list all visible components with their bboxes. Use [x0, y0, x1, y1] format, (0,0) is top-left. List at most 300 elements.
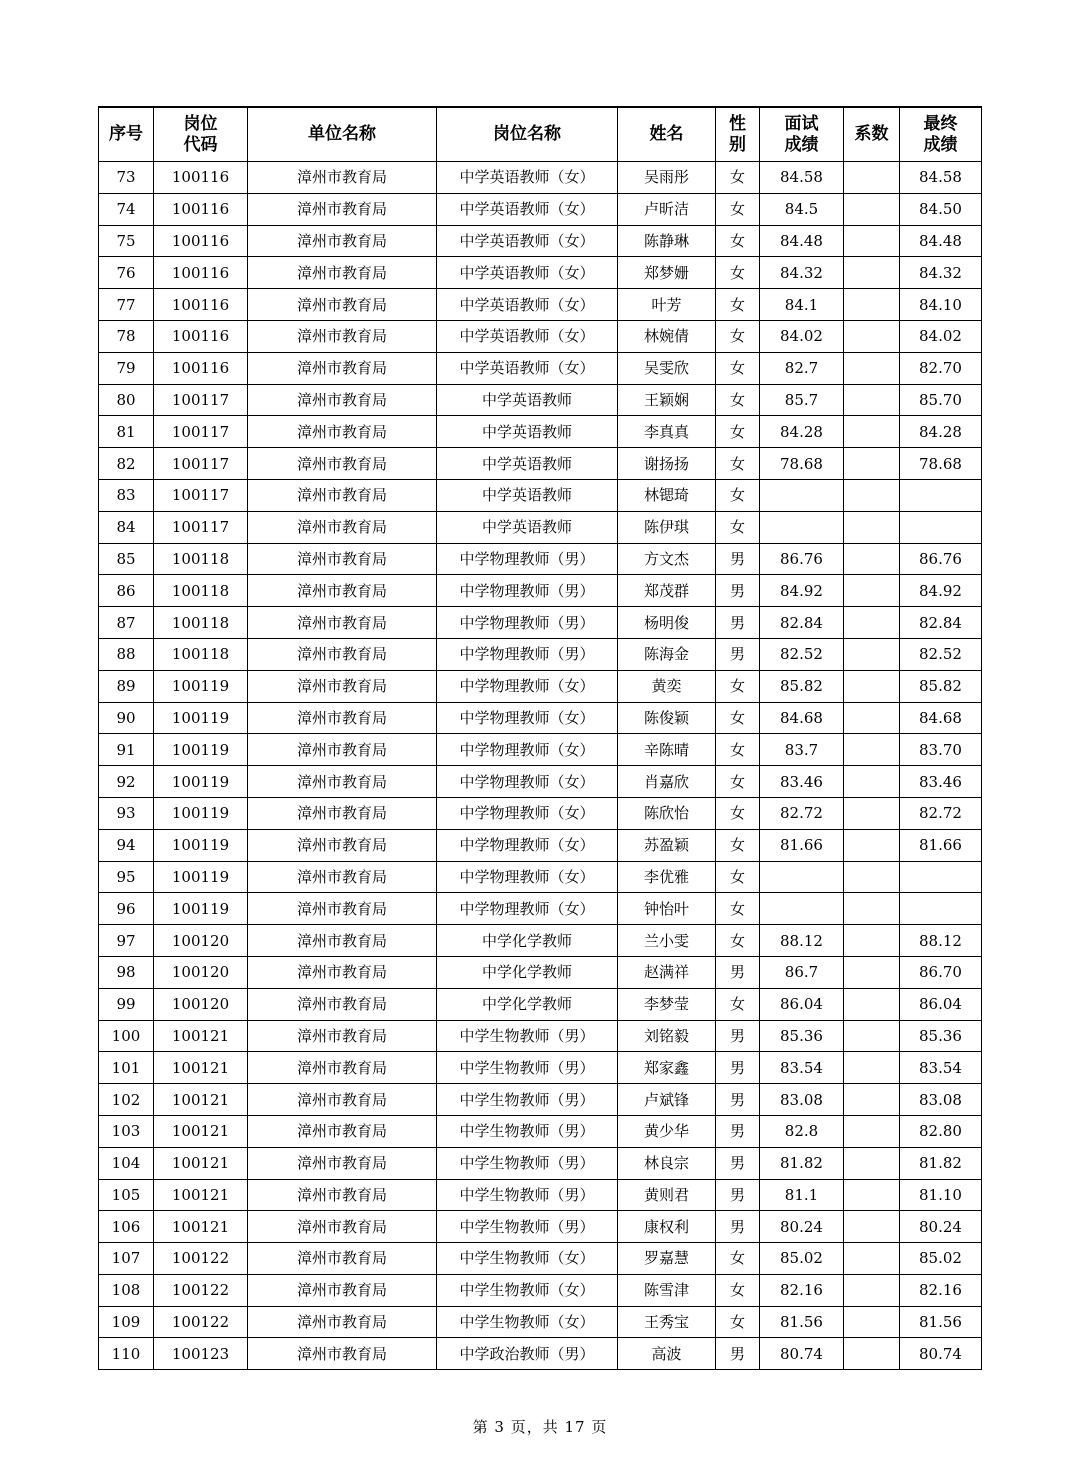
final-score-cell: 80.24 — [900, 1211, 982, 1243]
final-score-cell — [900, 511, 982, 543]
coefficient-cell — [844, 511, 900, 543]
gender-cell: 男 — [716, 1052, 760, 1084]
unit-name-cell: 漳州市教育局 — [248, 702, 437, 734]
final-score-cell: 81.66 — [900, 829, 982, 861]
unit-name-cell: 漳州市教育局 — [248, 734, 437, 766]
final-score-cell: 86.76 — [900, 543, 982, 575]
interview-score-cell: 88.12 — [760, 925, 844, 957]
post-code-cell: 100116 — [154, 257, 248, 289]
final-score-cell: 81.56 — [900, 1306, 982, 1338]
post-name-cell: 中学物理教师（女） — [437, 829, 618, 861]
interview-score-cell: 84.48 — [760, 225, 844, 257]
coefficient-cell — [844, 352, 900, 384]
seq-cell: 96 — [99, 893, 154, 925]
table-row — [99, 543, 982, 575]
interview-score-cell: 81.56 — [760, 1306, 844, 1338]
coefficient-cell — [844, 988, 900, 1020]
unit-name-cell: 漳州市教育局 — [248, 511, 437, 543]
post-code-cell: 100121 — [154, 1179, 248, 1211]
unit-name-cell: 漳州市教育局 — [248, 893, 437, 925]
final-score-cell: 83.70 — [900, 734, 982, 766]
coefficient-cell — [844, 670, 900, 702]
final-score-cell: 84.48 — [900, 225, 982, 257]
seq-cell: 102 — [99, 1084, 154, 1116]
seq-cell: 76 — [99, 257, 154, 289]
interview-score-cell: 85.36 — [760, 1020, 844, 1052]
post-name-cell: 中学英语教师（女） — [437, 320, 618, 352]
final-score-cell: 85.70 — [900, 384, 982, 416]
name-cell: 林锶琦 — [618, 479, 716, 511]
post-code-cell: 100121 — [154, 1147, 248, 1179]
coefficient-cell — [844, 1179, 900, 1211]
final-score-cell: 83.46 — [900, 766, 982, 798]
name-cell: 陈海金 — [618, 638, 716, 670]
post-code-cell: 100119 — [154, 797, 248, 829]
post-name-cell: 中学物理教师（女） — [437, 861, 618, 893]
table-body — [99, 162, 982, 1370]
post-code-cell: 100116 — [154, 162, 248, 194]
coefficient-cell — [844, 257, 900, 289]
post-name-cell: 中学物理教师（男） — [437, 638, 618, 670]
table-row — [99, 511, 982, 543]
seq-cell: 94 — [99, 829, 154, 861]
unit-name-cell: 漳州市教育局 — [248, 797, 437, 829]
final-score-cell: 84.68 — [900, 702, 982, 734]
header-name: 姓名 — [618, 107, 716, 162]
post-name-cell: 中学英语教师 — [437, 416, 618, 448]
seq-cell: 107 — [99, 1243, 154, 1275]
gender-cell: 女 — [716, 257, 760, 289]
final-score-cell: 82.70 — [900, 352, 982, 384]
table-row — [99, 1147, 982, 1179]
post-name-cell: 中学政治教师（男） — [437, 1338, 618, 1370]
name-cell: 叶芳 — [618, 289, 716, 321]
post-code-cell: 100117 — [154, 511, 248, 543]
table-row — [99, 670, 982, 702]
post-code-cell: 100120 — [154, 988, 248, 1020]
table-row — [99, 193, 982, 225]
coefficient-cell — [844, 193, 900, 225]
coefficient-cell — [844, 1274, 900, 1306]
coefficient-cell — [844, 861, 900, 893]
unit-name-cell: 漳州市教育局 — [248, 1338, 437, 1370]
seq-cell: 91 — [99, 734, 154, 766]
coefficient-cell — [844, 289, 900, 321]
final-score-cell: 81.10 — [900, 1179, 982, 1211]
header-interview-score: 面试 成绩 — [760, 107, 844, 162]
post-code-cell: 100121 — [154, 1052, 248, 1084]
unit-name-cell: 漳州市教育局 — [248, 384, 437, 416]
final-score-cell: 85.82 — [900, 670, 982, 702]
coefficient-cell — [844, 607, 900, 639]
unit-name-cell: 漳州市教育局 — [248, 416, 437, 448]
gender-cell: 男 — [716, 638, 760, 670]
table-row — [99, 988, 982, 1020]
table-row — [99, 162, 982, 194]
unit-name-cell: 漳州市教育局 — [248, 1115, 437, 1147]
post-name-cell: 中学生物教师（男） — [437, 1147, 618, 1179]
gender-cell: 女 — [716, 448, 760, 480]
post-code-cell: 100118 — [154, 543, 248, 575]
post-name-cell: 中学英语教师（女） — [437, 162, 618, 194]
seq-cell: 99 — [99, 988, 154, 1020]
table-row — [99, 479, 982, 511]
interview-score-cell: 83.08 — [760, 1084, 844, 1116]
name-cell: 卢斌锋 — [618, 1084, 716, 1116]
table-row — [99, 320, 982, 352]
post-code-cell: 100116 — [154, 352, 248, 384]
seq-cell: 73 — [99, 162, 154, 194]
coefficient-cell — [844, 1211, 900, 1243]
final-score-cell: 78.68 — [900, 448, 982, 480]
coefficient-cell — [844, 1052, 900, 1084]
interview-score-cell: 82.7 — [760, 352, 844, 384]
interview-score-cell: 82.84 — [760, 607, 844, 639]
post-name-cell: 中学英语教师（女） — [437, 193, 618, 225]
unit-name-cell: 漳州市教育局 — [248, 1147, 437, 1179]
name-cell: 吴雨彤 — [618, 162, 716, 194]
name-cell: 王颖娴 — [618, 384, 716, 416]
interview-score-cell: 82.16 — [760, 1274, 844, 1306]
unit-name-cell: 漳州市教育局 — [248, 861, 437, 893]
unit-name-cell: 漳州市教育局 — [248, 638, 437, 670]
post-name-cell: 中学生物教师（男） — [437, 1115, 618, 1147]
gender-cell: 女 — [716, 734, 760, 766]
interview-score-cell — [760, 479, 844, 511]
seq-cell: 78 — [99, 320, 154, 352]
post-name-cell: 中学英语教师 — [437, 479, 618, 511]
name-cell: 郑家鑫 — [618, 1052, 716, 1084]
seq-cell: 77 — [99, 289, 154, 321]
gender-cell: 女 — [716, 766, 760, 798]
final-score-cell: 83.54 — [900, 1052, 982, 1084]
gender-cell: 女 — [716, 670, 760, 702]
name-cell: 李梦莹 — [618, 988, 716, 1020]
post-name-cell: 中学英语教师 — [437, 384, 618, 416]
final-score-cell: 86.04 — [900, 988, 982, 1020]
seq-cell: 93 — [99, 797, 154, 829]
interview-score-cell: 80.74 — [760, 1338, 844, 1370]
interview-score-cell: 82.8 — [760, 1115, 844, 1147]
unit-name-cell: 漳州市教育局 — [248, 575, 437, 607]
table-row — [99, 638, 982, 670]
post-name-cell: 中学物理教师（女） — [437, 766, 618, 798]
seq-cell: 84 — [99, 511, 154, 543]
unit-name-cell: 漳州市教育局 — [248, 988, 437, 1020]
post-name-cell: 中学英语教师 — [437, 511, 618, 543]
gender-cell: 女 — [716, 384, 760, 416]
name-cell: 李优雅 — [618, 861, 716, 893]
seq-cell: 79 — [99, 352, 154, 384]
coefficient-cell — [844, 925, 900, 957]
unit-name-cell: 漳州市教育局 — [248, 193, 437, 225]
seq-cell: 86 — [99, 575, 154, 607]
seq-cell: 105 — [99, 1179, 154, 1211]
seq-cell: 87 — [99, 607, 154, 639]
table-row — [99, 861, 982, 893]
final-score-cell: 84.10 — [900, 289, 982, 321]
name-cell: 黄少华 — [618, 1115, 716, 1147]
post-name-cell: 中学生物教师（男） — [437, 1020, 618, 1052]
final-score-cell — [900, 861, 982, 893]
table-row — [99, 607, 982, 639]
interview-score-cell: 86.7 — [760, 956, 844, 988]
interview-score-cell: 83.7 — [760, 734, 844, 766]
final-score-cell: 82.16 — [900, 1274, 982, 1306]
gender-cell: 男 — [716, 1338, 760, 1370]
interview-score-cell: 84.5 — [760, 193, 844, 225]
post-name-cell: 中学物理教师（男） — [437, 607, 618, 639]
name-cell: 方文杰 — [618, 543, 716, 575]
table-row — [99, 1338, 982, 1370]
post-code-cell: 100116 — [154, 193, 248, 225]
table-row — [99, 956, 982, 988]
unit-name-cell: 漳州市教育局 — [248, 1243, 437, 1275]
gender-cell: 女 — [716, 893, 760, 925]
coefficient-cell — [844, 1084, 900, 1116]
post-code-cell: 100119 — [154, 702, 248, 734]
gender-cell: 男 — [716, 1115, 760, 1147]
unit-name-cell: 漳州市教育局 — [248, 225, 437, 257]
final-score-cell: 84.02 — [900, 320, 982, 352]
interview-score-cell: 81.1 — [760, 1179, 844, 1211]
post-code-cell: 100121 — [154, 1084, 248, 1116]
table-row — [99, 289, 982, 321]
name-cell: 赵满祥 — [618, 956, 716, 988]
coefficient-cell — [844, 543, 900, 575]
post-code-cell: 100119 — [154, 893, 248, 925]
unit-name-cell: 漳州市教育局 — [248, 670, 437, 702]
table-row — [99, 925, 982, 957]
coefficient-cell — [844, 1338, 900, 1370]
coefficient-cell — [844, 416, 900, 448]
interview-score-cell: 80.24 — [760, 1211, 844, 1243]
table-row — [99, 575, 982, 607]
coefficient-cell — [844, 575, 900, 607]
gender-cell: 女 — [716, 416, 760, 448]
interview-score-cell: 84.02 — [760, 320, 844, 352]
table-row — [99, 1020, 982, 1052]
seq-cell: 80 — [99, 384, 154, 416]
post-name-cell: 中学英语教师（女） — [437, 225, 618, 257]
coefficient-cell — [844, 479, 900, 511]
gender-cell: 女 — [716, 861, 760, 893]
name-cell: 谢扬扬 — [618, 448, 716, 480]
seq-cell: 95 — [99, 861, 154, 893]
coefficient-cell — [844, 1020, 900, 1052]
gender-cell: 男 — [716, 543, 760, 575]
seq-cell: 83 — [99, 479, 154, 511]
post-code-cell: 100122 — [154, 1306, 248, 1338]
unit-name-cell: 漳州市教育局 — [248, 289, 437, 321]
final-score-cell: 82.80 — [900, 1115, 982, 1147]
interview-score-cell: 84.58 — [760, 162, 844, 194]
final-score-cell: 82.52 — [900, 638, 982, 670]
seq-cell: 74 — [99, 193, 154, 225]
post-code-cell: 100116 — [154, 320, 248, 352]
gender-cell: 男 — [716, 1147, 760, 1179]
unit-name-cell: 漳州市教育局 — [248, 1084, 437, 1116]
post-code-cell: 100120 — [154, 956, 248, 988]
table-row — [99, 893, 982, 925]
seq-cell: 106 — [99, 1211, 154, 1243]
seq-cell: 92 — [99, 766, 154, 798]
gender-cell: 女 — [716, 193, 760, 225]
seq-cell: 109 — [99, 1306, 154, 1338]
name-cell: 卢昕洁 — [618, 193, 716, 225]
gender-cell: 女 — [716, 1306, 760, 1338]
post-name-cell: 中学物理教师（男） — [437, 575, 618, 607]
unit-name-cell: 漳州市教育局 — [248, 257, 437, 289]
post-name-cell: 中学物理教师（女） — [437, 702, 618, 734]
unit-name-cell: 漳州市教育局 — [248, 1306, 437, 1338]
post-code-cell: 100116 — [154, 289, 248, 321]
interview-score-cell: 84.92 — [760, 575, 844, 607]
gender-cell: 女 — [716, 829, 760, 861]
post-code-cell: 100121 — [154, 1211, 248, 1243]
name-cell: 郑梦姗 — [618, 257, 716, 289]
post-code-cell: 100117 — [154, 448, 248, 480]
table-row — [99, 766, 982, 798]
post-name-cell: 中学生物教师（男） — [437, 1084, 618, 1116]
table-row — [99, 1052, 982, 1084]
coefficient-cell — [844, 1306, 900, 1338]
table-row — [99, 829, 982, 861]
gender-cell: 女 — [716, 797, 760, 829]
seq-cell: 85 — [99, 543, 154, 575]
header-coefficient: 系数 — [844, 107, 900, 162]
unit-name-cell: 漳州市教育局 — [248, 956, 437, 988]
post-code-cell: 100118 — [154, 638, 248, 670]
seq-cell: 108 — [99, 1274, 154, 1306]
post-code-cell: 100117 — [154, 384, 248, 416]
table-row — [99, 416, 982, 448]
coefficient-cell — [844, 734, 900, 766]
final-score-cell: 82.84 — [900, 607, 982, 639]
post-code-cell: 100119 — [154, 670, 248, 702]
interview-score-cell: 84.1 — [760, 289, 844, 321]
seq-cell: 75 — [99, 225, 154, 257]
seq-cell: 82 — [99, 448, 154, 480]
gender-cell: 女 — [716, 225, 760, 257]
post-code-cell: 100120 — [154, 925, 248, 957]
name-cell: 肖嘉欣 — [618, 766, 716, 798]
post-name-cell: 中学化学教师 — [437, 988, 618, 1020]
gender-cell: 女 — [716, 320, 760, 352]
gender-cell: 男 — [716, 607, 760, 639]
post-name-cell: 中学英语教师（女） — [437, 352, 618, 384]
post-code-cell: 100121 — [154, 1115, 248, 1147]
post-name-cell: 中学英语教师（女） — [437, 289, 618, 321]
header-seq: 序号 — [99, 107, 154, 162]
unit-name-cell: 漳州市教育局 — [248, 448, 437, 480]
coefficient-cell — [844, 797, 900, 829]
name-cell: 陈俊颖 — [618, 702, 716, 734]
name-cell: 陈静琳 — [618, 225, 716, 257]
interview-score-cell: 81.66 — [760, 829, 844, 861]
post-code-cell: 100116 — [154, 225, 248, 257]
coefficient-cell — [844, 448, 900, 480]
post-code-cell: 100119 — [154, 734, 248, 766]
name-cell: 郑茂群 — [618, 575, 716, 607]
unit-name-cell: 漳州市教育局 — [248, 543, 437, 575]
name-cell: 苏盈颖 — [618, 829, 716, 861]
name-cell: 兰小雯 — [618, 925, 716, 957]
unit-name-cell: 漳州市教育局 — [248, 1274, 437, 1306]
coefficient-cell — [844, 384, 900, 416]
name-cell: 钟怡叶 — [618, 893, 716, 925]
coefficient-cell — [844, 893, 900, 925]
post-name-cell: 中学化学教师 — [437, 956, 618, 988]
coefficient-cell — [844, 1147, 900, 1179]
name-cell: 陈伊琪 — [618, 511, 716, 543]
post-name-cell: 中学生物教师（男） — [437, 1179, 618, 1211]
seq-cell: 81 — [99, 416, 154, 448]
table-row — [99, 702, 982, 734]
post-name-cell: 中学物理教师（女） — [437, 797, 618, 829]
final-score-cell: 84.32 — [900, 257, 982, 289]
unit-name-cell: 漳州市教育局 — [248, 479, 437, 511]
post-code-cell: 100117 — [154, 416, 248, 448]
unit-name-cell: 漳州市教育局 — [248, 925, 437, 957]
coefficient-cell — [844, 1115, 900, 1147]
gender-cell: 男 — [716, 575, 760, 607]
table-row — [99, 1274, 982, 1306]
seq-cell: 97 — [99, 925, 154, 957]
post-code-cell: 100123 — [154, 1338, 248, 1370]
gender-cell: 男 — [716, 1179, 760, 1211]
post-code-cell: 100122 — [154, 1274, 248, 1306]
interview-score-cell: 81.82 — [760, 1147, 844, 1179]
coefficient-cell — [844, 320, 900, 352]
table-row — [99, 1243, 982, 1275]
name-cell: 陈欣怡 — [618, 797, 716, 829]
final-score-cell: 85.36 — [900, 1020, 982, 1052]
gender-cell: 男 — [716, 1084, 760, 1116]
interview-score-cell — [760, 893, 844, 925]
post-name-cell: 中学英语教师 — [437, 448, 618, 480]
final-score-cell: 80.74 — [900, 1338, 982, 1370]
seq-cell: 103 — [99, 1115, 154, 1147]
gender-cell: 女 — [716, 162, 760, 194]
final-score-cell: 84.58 — [900, 162, 982, 194]
post-code-cell: 100117 — [154, 479, 248, 511]
name-cell: 辛陈晴 — [618, 734, 716, 766]
gender-cell: 女 — [716, 352, 760, 384]
final-score-cell — [900, 893, 982, 925]
table-row — [99, 448, 982, 480]
table-row — [99, 1115, 982, 1147]
unit-name-cell: 漳州市教育局 — [248, 607, 437, 639]
table-row — [99, 384, 982, 416]
unit-name-cell: 漳州市教育局 — [248, 1020, 437, 1052]
post-code-cell: 100121 — [154, 1020, 248, 1052]
coefficient-cell — [844, 162, 900, 194]
unit-name-cell: 漳州市教育局 — [248, 766, 437, 798]
name-cell: 吴雯欣 — [618, 352, 716, 384]
header-post-name: 岗位名称 — [437, 107, 618, 162]
gender-cell: 女 — [716, 702, 760, 734]
post-code-cell: 100118 — [154, 575, 248, 607]
gender-cell: 男 — [716, 956, 760, 988]
interview-score-cell: 83.46 — [760, 766, 844, 798]
coefficient-cell — [844, 702, 900, 734]
post-name-cell: 中学生物教师（女） — [437, 1306, 618, 1338]
gender-cell: 女 — [716, 988, 760, 1020]
seq-cell: 104 — [99, 1147, 154, 1179]
post-name-cell: 中学化学教师 — [437, 925, 618, 957]
unit-name-cell: 漳州市教育局 — [248, 1052, 437, 1084]
